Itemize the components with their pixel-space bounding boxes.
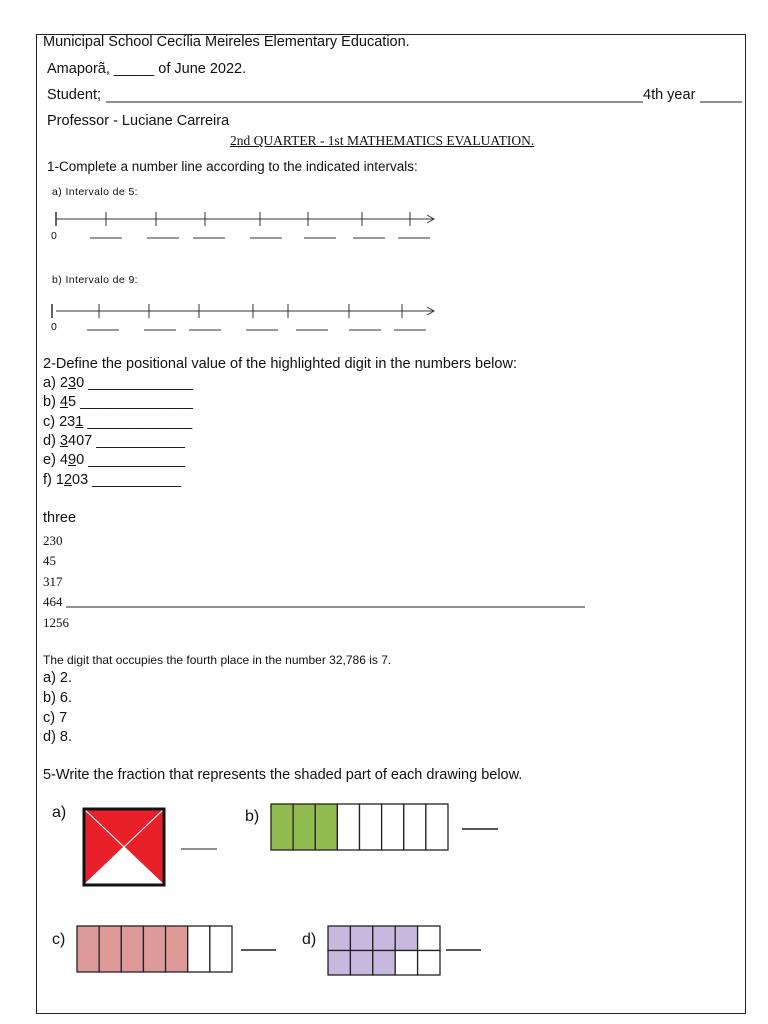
q1a-zero: 0 (51, 230, 58, 242)
q5d-label: d) (302, 931, 317, 948)
q3-number-5: 1256 (43, 615, 69, 630)
q4-option-b: b) 6. (43, 690, 73, 706)
student-label: Student; (47, 87, 102, 103)
highlighted-digit: 2 (63, 471, 73, 488)
q5b-label: b) (245, 808, 260, 825)
highlighted-digit: 3 (59, 432, 68, 449)
q1a-label: a) Intervalo de 5: (52, 186, 138, 198)
year-label: 4th year (643, 87, 696, 103)
q2-item-prefix: b) (43, 394, 60, 411)
q2-item-answer-blank: 03 ___________ (72, 471, 181, 488)
q4-option-d: d) 8. (43, 729, 73, 745)
highlighted-digit: 4 (59, 394, 68, 411)
q2-item-prefix: a) 2 (43, 375, 68, 391)
q3-number-3: 317 (43, 574, 63, 589)
q2-prompt: 2-Define the positional value of the highlighted digit in the numbers below: (43, 356, 517, 372)
date-prefix: Amaporã, (47, 61, 110, 77)
evaluation-title: 2nd QUARTER - 1st MATHEMATICS EVALUATION. (230, 133, 535, 148)
q5c-label: c) (52, 931, 66, 948)
q2-item-prefix: d) (43, 432, 60, 449)
school-name: Municipal School Cecília Meireles Elementary Education. (43, 34, 410, 50)
date-blank: _____ (113, 61, 155, 77)
q4-option-c: c) 7 (43, 710, 68, 726)
q3-number-4: 464 (43, 594, 63, 609)
q2-item-answer-blank: _____________ (83, 413, 193, 430)
q2-item-prefix: c) 23 (43, 413, 76, 430)
q2-item-prefix: f) 1 (43, 471, 64, 488)
q1b-label: b) Intervalo de 9: (52, 274, 138, 286)
highlighted-digit: 3 (68, 375, 77, 391)
q4-statement: The digit that occupies the fourth place in the number 32,786 is 7. (43, 653, 392, 667)
professor-name: Professor - Luciane Carreira (47, 113, 230, 129)
q1-prompt: 1-Complete a number line according to the indicated intervals: (47, 159, 418, 174)
q2-item-answer-blank: 407 ___________ (68, 432, 185, 449)
date-suffix: of June 2022. (158, 61, 247, 77)
q5a-label: a) (52, 804, 67, 821)
q3-number-2: 45 (43, 553, 56, 568)
q4-option-a: a) 2. (43, 670, 73, 686)
q2-item-prefix: e) 4 (43, 452, 68, 469)
q2-item-answer-blank: 0 _____________ (76, 375, 194, 391)
q3-number-1: 230 (43, 533, 63, 548)
q5-prompt: 5-Write the fraction that represents the shaded part of each drawing below. (43, 767, 523, 783)
q3-title: three (43, 510, 77, 526)
highlighted-digit: 1 (75, 413, 84, 430)
q2-item-answer-blank: 0 ____________ (76, 452, 185, 469)
q2-item-answer-blank: 5 ______________ (68, 394, 193, 411)
q1b-zero: 0 (51, 321, 58, 333)
highlighted-digit: 9 (68, 452, 77, 469)
